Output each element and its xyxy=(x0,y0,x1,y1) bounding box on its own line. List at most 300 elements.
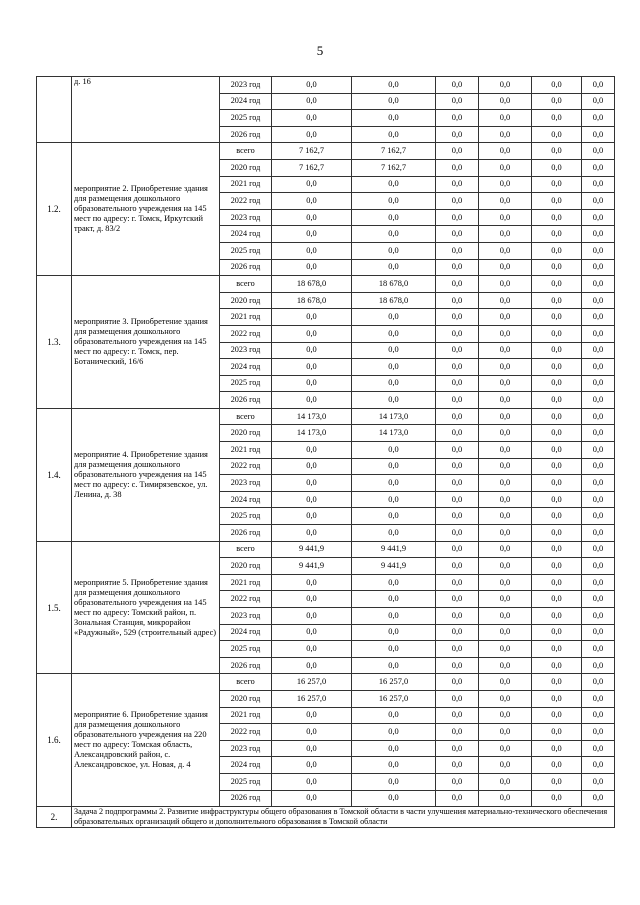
item-description: мероприятие 2. Приобретение здания для размещения дошкольного образовательного учреждения на 145 мест по адресу: г. Томск, Иркутский тракт, д. 83/2 xyxy=(72,143,220,276)
year-cell: 2023 год xyxy=(220,209,272,226)
value-cell: 0,0 xyxy=(532,375,582,392)
value-cell: 0,0 xyxy=(532,724,582,741)
value-cell: 0,0 xyxy=(582,276,615,293)
value-cell: 0,0 xyxy=(272,242,352,259)
value-cell: 0,0 xyxy=(352,176,436,193)
value-cell: 0,0 xyxy=(436,93,479,110)
value-cell: 0,0 xyxy=(352,724,436,741)
value-cell: 0,0 xyxy=(532,541,582,558)
value-cell: 0,0 xyxy=(582,209,615,226)
year-cell: всего xyxy=(220,143,272,160)
value-cell: 0,0 xyxy=(532,77,582,94)
value-cell: 0,0 xyxy=(532,126,582,143)
value-cell: 0,0 xyxy=(352,193,436,210)
year-cell: 2026 год xyxy=(220,790,272,807)
value-cell: 0,0 xyxy=(479,176,532,193)
item-description: д. 16 xyxy=(72,77,220,143)
value-cell: 0,0 xyxy=(582,608,615,625)
value-cell: 0,0 xyxy=(582,475,615,492)
value-cell: 7 162,7 xyxy=(272,159,352,176)
value-cell: 0,0 xyxy=(436,342,479,359)
value-cell: 0,0 xyxy=(479,259,532,276)
value-cell: 0,0 xyxy=(352,525,436,542)
value-cell: 0,0 xyxy=(532,209,582,226)
item-number: 1.2. xyxy=(37,143,72,276)
value-cell: 0,0 xyxy=(582,110,615,127)
value-cell: 0,0 xyxy=(272,657,352,674)
value-cell: 0,0 xyxy=(582,740,615,757)
table-row xyxy=(37,408,615,425)
value-cell: 0,0 xyxy=(436,690,479,707)
value-cell: 0,0 xyxy=(479,126,532,143)
year-cell: 2021 год xyxy=(220,442,272,459)
value-cell: 0,0 xyxy=(582,757,615,774)
value-cell: 0,0 xyxy=(479,342,532,359)
value-cell: 0,0 xyxy=(582,359,615,376)
value-cell: 0,0 xyxy=(436,276,479,293)
value-cell: 0,0 xyxy=(479,657,532,674)
table-row xyxy=(37,674,615,691)
value-cell: 0,0 xyxy=(272,757,352,774)
value-cell: 0,0 xyxy=(272,342,352,359)
value-cell: 0,0 xyxy=(436,292,479,309)
value-cell: 0,0 xyxy=(582,442,615,459)
value-cell: 0,0 xyxy=(532,392,582,409)
item-number: 1.5. xyxy=(37,541,72,674)
value-cell: 0,0 xyxy=(532,176,582,193)
value-cell: 0,0 xyxy=(352,226,436,243)
value-cell: 0,0 xyxy=(352,392,436,409)
value-cell: 0,0 xyxy=(479,425,532,442)
value-cell: 0,0 xyxy=(436,757,479,774)
value-cell: 16 257,0 xyxy=(352,690,436,707)
value-cell: 0,0 xyxy=(479,408,532,425)
year-cell: 2024 год xyxy=(220,624,272,641)
value-cell: 0,0 xyxy=(532,558,582,575)
value-cell: 0,0 xyxy=(582,458,615,475)
value-cell: 0,0 xyxy=(436,359,479,376)
value-cell: 0,0 xyxy=(532,259,582,276)
value-cell: 0,0 xyxy=(479,641,532,658)
value-cell: 0,0 xyxy=(479,375,532,392)
value-cell: 0,0 xyxy=(582,690,615,707)
year-cell: 2021 год xyxy=(220,309,272,326)
value-cell: 0,0 xyxy=(352,458,436,475)
year-cell: 2022 год xyxy=(220,724,272,741)
value-cell: 0,0 xyxy=(582,193,615,210)
year-cell: 2022 год xyxy=(220,591,272,608)
value-cell: 0,0 xyxy=(479,541,532,558)
value-cell: 0,0 xyxy=(272,375,352,392)
value-cell: 0,0 xyxy=(479,110,532,127)
value-cell: 0,0 xyxy=(532,276,582,293)
year-cell: 2020 год xyxy=(220,690,272,707)
value-cell: 0,0 xyxy=(436,176,479,193)
year-cell: 2024 год xyxy=(220,757,272,774)
value-cell: 0,0 xyxy=(532,641,582,658)
value-cell: 0,0 xyxy=(436,773,479,790)
value-cell: 0,0 xyxy=(352,77,436,94)
value-cell: 0,0 xyxy=(582,558,615,575)
value-cell: 0,0 xyxy=(532,292,582,309)
table-row xyxy=(37,143,615,160)
value-cell: 0,0 xyxy=(479,276,532,293)
value-cell: 0,0 xyxy=(479,674,532,691)
year-cell: 2023 год xyxy=(220,740,272,757)
value-cell: 0,0 xyxy=(532,325,582,342)
value-cell: 0,0 xyxy=(532,757,582,774)
value-cell: 0,0 xyxy=(479,608,532,625)
year-cell: 2020 год xyxy=(220,292,272,309)
value-cell: 0,0 xyxy=(479,591,532,608)
value-cell: 9 441,9 xyxy=(272,541,352,558)
year-cell: 2025 год xyxy=(220,508,272,525)
value-cell: 0,0 xyxy=(352,442,436,459)
value-cell: 7 162,7 xyxy=(352,143,436,160)
value-cell: 0,0 xyxy=(436,541,479,558)
value-cell: 0,0 xyxy=(532,193,582,210)
value-cell: 0,0 xyxy=(272,641,352,658)
value-cell: 0,0 xyxy=(532,226,582,243)
value-cell: 0,0 xyxy=(582,508,615,525)
value-cell: 0,0 xyxy=(436,740,479,757)
value-cell: 0,0 xyxy=(272,325,352,342)
value-cell: 0,0 xyxy=(436,525,479,542)
value-cell: 0,0 xyxy=(352,475,436,492)
value-cell: 0,0 xyxy=(352,740,436,757)
task-number: 2. xyxy=(37,807,72,828)
value-cell: 0,0 xyxy=(352,707,436,724)
value-cell: 0,0 xyxy=(436,707,479,724)
value-cell: 0,0 xyxy=(272,491,352,508)
value-cell: 0,0 xyxy=(582,773,615,790)
value-cell: 0,0 xyxy=(352,574,436,591)
value-cell: 18 678,0 xyxy=(352,276,436,293)
value-cell: 0,0 xyxy=(532,143,582,160)
item-number xyxy=(37,77,72,143)
value-cell: 0,0 xyxy=(582,93,615,110)
value-cell: 0,0 xyxy=(479,159,532,176)
year-cell: 2026 год xyxy=(220,525,272,542)
year-cell: 2021 год xyxy=(220,707,272,724)
value-cell: 0,0 xyxy=(352,93,436,110)
year-cell: 2024 год xyxy=(220,93,272,110)
value-cell: 0,0 xyxy=(582,309,615,326)
value-cell: 0,0 xyxy=(479,574,532,591)
value-cell: 0,0 xyxy=(272,392,352,409)
value-cell: 0,0 xyxy=(479,93,532,110)
value-cell: 0,0 xyxy=(479,359,532,376)
value-cell: 0,0 xyxy=(582,342,615,359)
value-cell: 0,0 xyxy=(436,259,479,276)
value-cell: 0,0 xyxy=(436,77,479,94)
value-cell: 0,0 xyxy=(436,408,479,425)
value-cell: 0,0 xyxy=(532,309,582,326)
value-cell: 0,0 xyxy=(352,309,436,326)
value-cell: 0,0 xyxy=(532,624,582,641)
value-cell: 0,0 xyxy=(582,641,615,658)
value-cell: 0,0 xyxy=(479,475,532,492)
value-cell: 0,0 xyxy=(436,558,479,575)
value-cell: 0,0 xyxy=(352,491,436,508)
year-cell: всего xyxy=(220,408,272,425)
value-cell: 0,0 xyxy=(352,325,436,342)
value-cell: 0,0 xyxy=(582,226,615,243)
value-cell: 0,0 xyxy=(479,442,532,459)
value-cell: 0,0 xyxy=(352,110,436,127)
value-cell: 0,0 xyxy=(436,790,479,807)
item-description: мероприятие 5. Приобретение здания для размещения дошкольного образовательного учреждения на 145 мест по адресу: Томский район, п. Зональная Станция, микрорайон «Радужный», 529 (строительный адрес) xyxy=(72,541,220,674)
value-cell: 0,0 xyxy=(436,574,479,591)
value-cell: 0,0 xyxy=(532,508,582,525)
value-cell: 0,0 xyxy=(272,475,352,492)
value-cell: 0,0 xyxy=(532,574,582,591)
value-cell: 0,0 xyxy=(479,624,532,641)
value-cell: 0,0 xyxy=(479,690,532,707)
value-cell: 0,0 xyxy=(582,126,615,143)
value-cell: 0,0 xyxy=(582,724,615,741)
value-cell: 18 678,0 xyxy=(352,292,436,309)
value-cell: 14 173,0 xyxy=(352,425,436,442)
value-cell: 0,0 xyxy=(272,359,352,376)
year-cell: 2022 год xyxy=(220,193,272,210)
value-cell: 9 441,9 xyxy=(352,541,436,558)
value-cell: 0,0 xyxy=(436,491,479,508)
value-cell: 0,0 xyxy=(436,110,479,127)
value-cell: 0,0 xyxy=(582,657,615,674)
year-cell: 2023 год xyxy=(220,475,272,492)
value-cell: 16 257,0 xyxy=(272,674,352,691)
value-cell: 0,0 xyxy=(532,425,582,442)
value-cell: 0,0 xyxy=(436,375,479,392)
year-cell: 2022 год xyxy=(220,325,272,342)
value-cell: 0,0 xyxy=(352,126,436,143)
value-cell: 16 257,0 xyxy=(272,690,352,707)
value-cell: 0,0 xyxy=(272,525,352,542)
value-cell: 0,0 xyxy=(272,93,352,110)
value-cell: 14 173,0 xyxy=(272,408,352,425)
year-cell: всего xyxy=(220,541,272,558)
value-cell: 0,0 xyxy=(352,608,436,625)
value-cell: 0,0 xyxy=(352,508,436,525)
value-cell: 0,0 xyxy=(582,707,615,724)
year-cell: 2023 год xyxy=(220,608,272,625)
value-cell: 0,0 xyxy=(352,259,436,276)
value-cell: 0,0 xyxy=(582,143,615,160)
table-row xyxy=(37,276,615,293)
value-cell: 0,0 xyxy=(532,442,582,459)
value-cell: 0,0 xyxy=(436,657,479,674)
year-cell: 2022 год xyxy=(220,458,272,475)
funding-table xyxy=(36,76,615,828)
value-cell: 0,0 xyxy=(352,591,436,608)
value-cell: 0,0 xyxy=(532,790,582,807)
value-cell: 0,0 xyxy=(582,375,615,392)
value-cell: 0,0 xyxy=(532,773,582,790)
value-cell: 0,0 xyxy=(436,126,479,143)
value-cell: 0,0 xyxy=(582,591,615,608)
value-cell: 0,0 xyxy=(272,790,352,807)
value-cell: 0,0 xyxy=(272,176,352,193)
value-cell: 0,0 xyxy=(582,624,615,641)
value-cell: 0,0 xyxy=(479,773,532,790)
value-cell: 0,0 xyxy=(272,110,352,127)
value-cell: 0,0 xyxy=(582,392,615,409)
value-cell: 18 678,0 xyxy=(272,292,352,309)
year-cell: 2020 год xyxy=(220,425,272,442)
task-description: Задача 2 подпрограммы 2. Развитие инфраструктуры общего образования в Томской области в части улучшения материально-технического обеспечения образовательных организаций общего и дополнительного образования в Томской области xyxy=(72,807,615,828)
item-number: 1.4. xyxy=(37,408,72,541)
year-cell: 2024 год xyxy=(220,226,272,243)
value-cell: 0,0 xyxy=(532,475,582,492)
value-cell: 0,0 xyxy=(436,325,479,342)
value-cell: 0,0 xyxy=(532,657,582,674)
value-cell: 0,0 xyxy=(436,608,479,625)
value-cell: 0,0 xyxy=(532,591,582,608)
value-cell: 0,0 xyxy=(272,126,352,143)
year-cell: 2026 год xyxy=(220,259,272,276)
value-cell: 0,0 xyxy=(272,773,352,790)
value-cell: 0,0 xyxy=(479,558,532,575)
value-cell: 0,0 xyxy=(436,724,479,741)
year-cell: 2023 год xyxy=(220,77,272,94)
year-cell: всего xyxy=(220,276,272,293)
year-cell: 2021 год xyxy=(220,176,272,193)
value-cell: 0,0 xyxy=(479,242,532,259)
value-cell: 0,0 xyxy=(532,690,582,707)
value-cell: 0,0 xyxy=(582,408,615,425)
value-cell: 0,0 xyxy=(532,525,582,542)
value-cell: 0,0 xyxy=(436,641,479,658)
value-cell: 0,0 xyxy=(532,342,582,359)
value-cell: 0,0 xyxy=(479,392,532,409)
value-cell: 0,0 xyxy=(532,674,582,691)
value-cell: 9 441,9 xyxy=(272,558,352,575)
value-cell: 16 257,0 xyxy=(352,674,436,691)
value-cell: 0,0 xyxy=(352,641,436,658)
page-number: 5 xyxy=(316,43,324,58)
value-cell: 0,0 xyxy=(532,458,582,475)
year-cell: 2024 год xyxy=(220,359,272,376)
value-cell: 0,0 xyxy=(479,491,532,508)
value-cell: 0,0 xyxy=(352,790,436,807)
value-cell: 0,0 xyxy=(352,242,436,259)
value-cell: 9 441,9 xyxy=(352,558,436,575)
value-cell: 0,0 xyxy=(272,442,352,459)
value-cell: 0,0 xyxy=(532,608,582,625)
value-cell: 0,0 xyxy=(479,226,532,243)
value-cell: 0,0 xyxy=(479,707,532,724)
table-row xyxy=(37,77,615,94)
value-cell: 0,0 xyxy=(582,259,615,276)
year-cell: 2023 год xyxy=(220,342,272,359)
value-cell: 14 173,0 xyxy=(352,408,436,425)
value-cell: 0,0 xyxy=(436,624,479,641)
value-cell: 0,0 xyxy=(532,491,582,508)
value-cell: 0,0 xyxy=(479,292,532,309)
value-cell: 0,0 xyxy=(479,77,532,94)
value-cell: 0,0 xyxy=(352,657,436,674)
value-cell: 0,0 xyxy=(436,591,479,608)
year-cell: 2025 год xyxy=(220,110,272,127)
value-cell: 0,0 xyxy=(436,392,479,409)
value-cell: 0,0 xyxy=(272,226,352,243)
value-cell: 0,0 xyxy=(272,724,352,741)
value-cell: 0,0 xyxy=(352,757,436,774)
value-cell: 0,0 xyxy=(582,425,615,442)
table-row xyxy=(37,541,615,558)
value-cell: 0,0 xyxy=(479,757,532,774)
value-cell: 0,0 xyxy=(272,608,352,625)
value-cell: 0,0 xyxy=(532,242,582,259)
value-cell: 0,0 xyxy=(272,624,352,641)
value-cell: 0,0 xyxy=(436,442,479,459)
value-cell: 7 162,7 xyxy=(352,159,436,176)
value-cell: 0,0 xyxy=(479,143,532,160)
value-cell: 0,0 xyxy=(352,624,436,641)
value-cell: 0,0 xyxy=(272,591,352,608)
value-cell: 0,0 xyxy=(582,159,615,176)
value-cell: 0,0 xyxy=(532,359,582,376)
value-cell: 0,0 xyxy=(582,491,615,508)
value-cell: 0,0 xyxy=(272,193,352,210)
task-row xyxy=(37,807,615,828)
value-cell: 0,0 xyxy=(532,740,582,757)
value-cell: 0,0 xyxy=(582,674,615,691)
item-number: 1.6. xyxy=(37,674,72,807)
value-cell: 0,0 xyxy=(272,740,352,757)
year-cell: 2025 год xyxy=(220,641,272,658)
value-cell: 0,0 xyxy=(352,359,436,376)
value-cell: 0,0 xyxy=(272,574,352,591)
value-cell: 0,0 xyxy=(582,574,615,591)
value-cell: 0,0 xyxy=(479,508,532,525)
year-cell: 2026 год xyxy=(220,126,272,143)
year-cell: 2026 год xyxy=(220,657,272,674)
year-cell: всего xyxy=(220,674,272,691)
year-cell: 2020 год xyxy=(220,558,272,575)
value-cell: 0,0 xyxy=(479,209,532,226)
value-cell: 0,0 xyxy=(436,309,479,326)
value-cell: 18 678,0 xyxy=(272,276,352,293)
value-cell: 0,0 xyxy=(436,508,479,525)
value-cell: 0,0 xyxy=(272,209,352,226)
value-cell: 0,0 xyxy=(436,226,479,243)
value-cell: 0,0 xyxy=(352,375,436,392)
value-cell: 0,0 xyxy=(272,309,352,326)
item-number: 1.3. xyxy=(37,276,72,409)
value-cell: 0,0 xyxy=(582,242,615,259)
value-cell: 0,0 xyxy=(582,325,615,342)
value-cell: 0,0 xyxy=(532,93,582,110)
value-cell: 0,0 xyxy=(479,325,532,342)
value-cell: 7 162,7 xyxy=(272,143,352,160)
value-cell: 0,0 xyxy=(436,475,479,492)
value-cell: 0,0 xyxy=(272,707,352,724)
value-cell: 0,0 xyxy=(352,342,436,359)
value-cell: 0,0 xyxy=(479,193,532,210)
value-cell: 0,0 xyxy=(582,525,615,542)
value-cell: 0,0 xyxy=(479,458,532,475)
value-cell: 0,0 xyxy=(479,309,532,326)
year-cell: 2026 год xyxy=(220,392,272,409)
value-cell: 0,0 xyxy=(532,707,582,724)
value-cell: 0,0 xyxy=(436,159,479,176)
value-cell: 0,0 xyxy=(436,425,479,442)
value-cell: 0,0 xyxy=(532,159,582,176)
value-cell: 0,0 xyxy=(582,292,615,309)
value-cell: 0,0 xyxy=(582,541,615,558)
